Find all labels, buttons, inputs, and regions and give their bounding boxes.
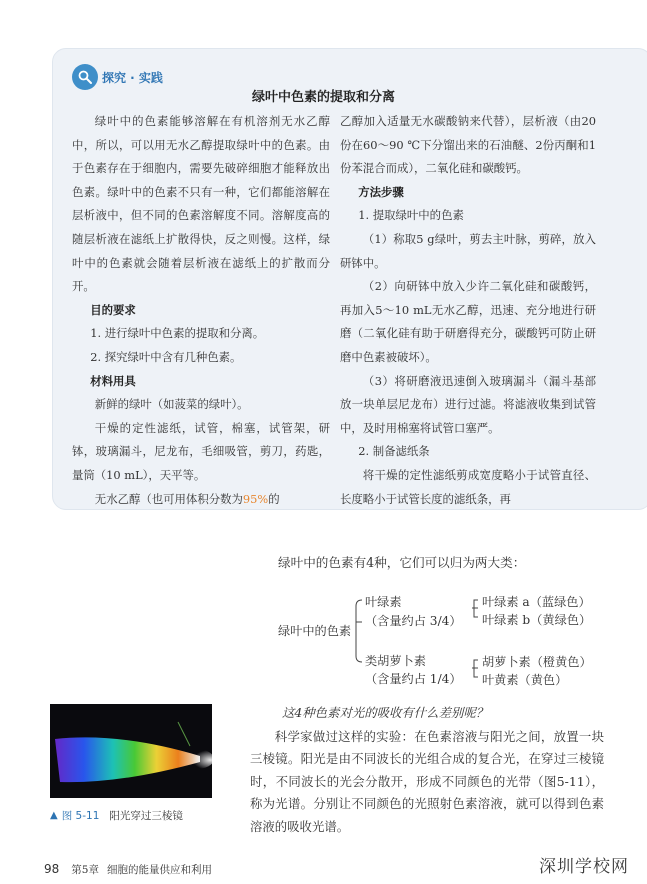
prism-paragraph [250,726,604,838]
root-bracket [356,600,362,662]
chlorophyll-b: 叶绿素 b（黄绿色） [482,613,592,627]
step-item: 将干燥的定性滤纸剪成宽度略小于试管直径、长度略小于试管长度的滤纸条，再 [340,467,596,506]
ethanol-percentage: 95% [242,491,269,506]
pigment-root-label: 绿叶中的色素 [278,624,352,638]
step-item: （3）将研磨液迅速倒入玻璃漏斗（漏斗基部放一块单层尼龙布）进行过滤。将滤液收集到试管中，及时用棉塞将试管口塞严。 [340,373,596,435]
figure-caption-text: 阳光穿过三棱镜 [109,810,183,822]
left-column [72,110,330,511]
ethanol-suffix: 的 [268,491,280,506]
carotenoid-label: 类胡萝卜素 [365,654,426,668]
materials-item: 新鲜的绿叶（如菠菜的绿叶）。 [94,397,249,412]
page-number: 98 [44,862,60,876]
chapter-title: 细胞的能量供应和利用 [106,864,212,876]
step-heading: 2. 制备滤纸条 [358,444,430,459]
carotenoid-share: （含量约占 1/4） [365,672,462,686]
chapter-number: 第5章 [71,864,99,876]
ethanol-line [72,488,330,512]
chlorophyll-share: （含量约占 3/4） [365,614,462,628]
group1-bracket [472,600,478,617]
method-heading: 方法步骤 [358,184,404,199]
carotene: 胡萝卜素（橙黄色） [482,655,592,669]
guiding-question: 这4种色素对光的吸收有什么差别呢？ [282,705,489,720]
materials-continuation: 乙醇加入适量无水碳酸钠来代替），层析液（由20份在60～90 ℃下分馏出来的石油醚、2份丙酮和1份苯混合而成），二氧化硅和碳酸钙。 [340,114,596,176]
chlorophyll-a: 叶绿素 a（蓝绿色） [482,595,591,609]
purpose-item: 2. 探究绿叶中含有几种色素。 [90,349,242,364]
chlorophyll-label: 叶绿素 [365,595,402,609]
figure-caption [50,808,183,823]
watermark: 深圳学校网 [539,857,629,877]
figure-number: 图 5-11 [61,810,100,822]
purpose-item: 1. 进行绿叶中色素的提取和分离。 [90,326,265,341]
ethanol-prefix: 无水乙醇（也可用体积分数为 [94,491,243,506]
xanthophyll: 叶黄素（黄色） [482,673,568,687]
prism-text: 科学家做过这样的实验：在色素溶液与阳光之间，放置一块三棱镜。阳光是由不同波长的光组合成的复合光，在穿过三棱镜时，不同波长的光会分散开，形成不同颜色的光带（图5-11），称为光谱。分别让不同颜色的光照射色素溶液，就可以得到色素溶液的吸收光谱。 [250,729,604,834]
explore-practice-label: 探究 · 实践 [102,70,163,85]
step-item: （2）向研钵中放入少许二氧化硅和碳酸钙，再加入5～10 mL无水乙醇，迅速、充分地进行研磨（二氧化硅有助于研磨得充分，碳酸钙可防止研磨中色素被破坏）。 [340,279,596,364]
purpose-heading: 目的要求 [90,302,136,317]
group2-bracket [472,660,478,677]
page-footer [44,862,212,877]
classification-intro: 绿叶中的色素有4种，它们可以归为两大类： [278,555,526,570]
materials-item: 干燥的定性滤纸，试管，棉塞，试管架，研钵，玻璃漏斗，尼龙布，毛细吸管，剪刀，药匙，量筒（10 mL），天平等。 [72,420,330,482]
intro-paragraph: 绿叶中的色素能够溶解在有机溶剂无水乙醇中，所以，可以用无水乙醇提取绿叶中的色素。由于色素存在于细胞内，需要先破碎细胞才能释放出色素。绿叶中的色素不只有一种，它们都能溶解在层析液中，但不同的色素溶解度不同。溶解度高的随层析液在滤纸上扩散得快，反之则慢。这样，绿叶中的色素就会随着层析液在滤纸上的扩散而分开。 [72,114,330,294]
step-heading: 1. 提取绿叶中的色素 [358,208,464,223]
right-column [340,110,596,511]
activity-title: 绿叶中色素的提取和分离 [251,90,395,105]
step-item: （1）称取5 g绿叶，剪去主叶脉，剪碎，放入研钵中。 [340,231,596,270]
prism-spectrum-photo [50,704,212,798]
triangle-marker-icon: ▲ [50,810,58,821]
materials-heading: 材料用具 [90,373,136,388]
